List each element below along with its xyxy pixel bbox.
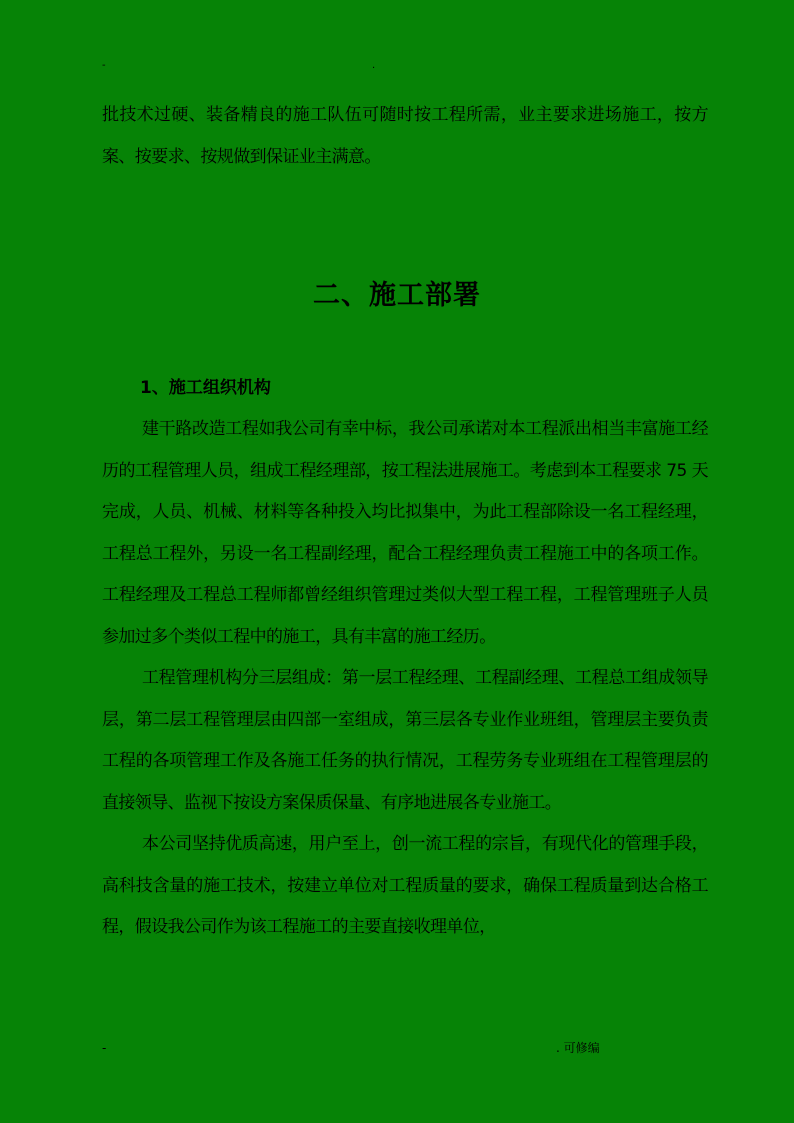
body-content — [102, 409, 708, 949]
header-mark-left: - — [102, 60, 106, 71]
subsection-title: 1、施工组织机构 — [140, 378, 271, 398]
paragraph-organization: 建干路改造工程如我公司有幸中标，我公司承诺对本工程派出相当丰富施工经历的工程管理人员，组成工程经理部，按工程法进展施工。考虑到本工程要求 75 天完成，人员、机械、材料等各种投入均比拟集中，为此工程部除设一名工程经理，工程总工程外，另设一名工程副经理，配合工程经理负责工程施工中的各项工作。工程经理及工程总工程师都曾经组织管理过类似大型工程工程，工程管理班子人员参加过多个类似工程中的施工，具有丰富的施工经历。 — [102, 419, 708, 647]
header-mark-right: . — [372, 60, 376, 71]
intro-paragraph: 批技术过硬、装备精良的施工队伍可随时按工程所需，业主要求进场施工，按方案、按要求、按规做到保证业主满意。 — [102, 105, 708, 167]
footer-editable-note: . 可修编 — [556, 1041, 600, 1055]
paragraph-management-structure: 工程管理机构分三层组成：第一层工程经理、工程副经理、工程总工组成领导层，第二层工程管理层由四部一室组成，第三层各专业作业班组，管理层主要负责工程的各项管理工作及各施工任务的执行情况，工程劳务专业班组在工程管理层的直接领导、监视下按设方案保质保量、有序地进展各专业施工。 — [102, 668, 708, 813]
paragraph-company-commitment: 本公司坚持优质高速，用户至上，创一流工程的宗旨，有现代化的管理手段，高科技含量的施工技术，按建立单位对工程质量的要求，确保工程质量到达合格工程，假设我公司作为该工程施工的主要直接收理单位， — [102, 834, 708, 937]
footer-mark-left: - — [102, 1041, 107, 1055]
section-title: 二、施工部署 — [313, 280, 481, 311]
